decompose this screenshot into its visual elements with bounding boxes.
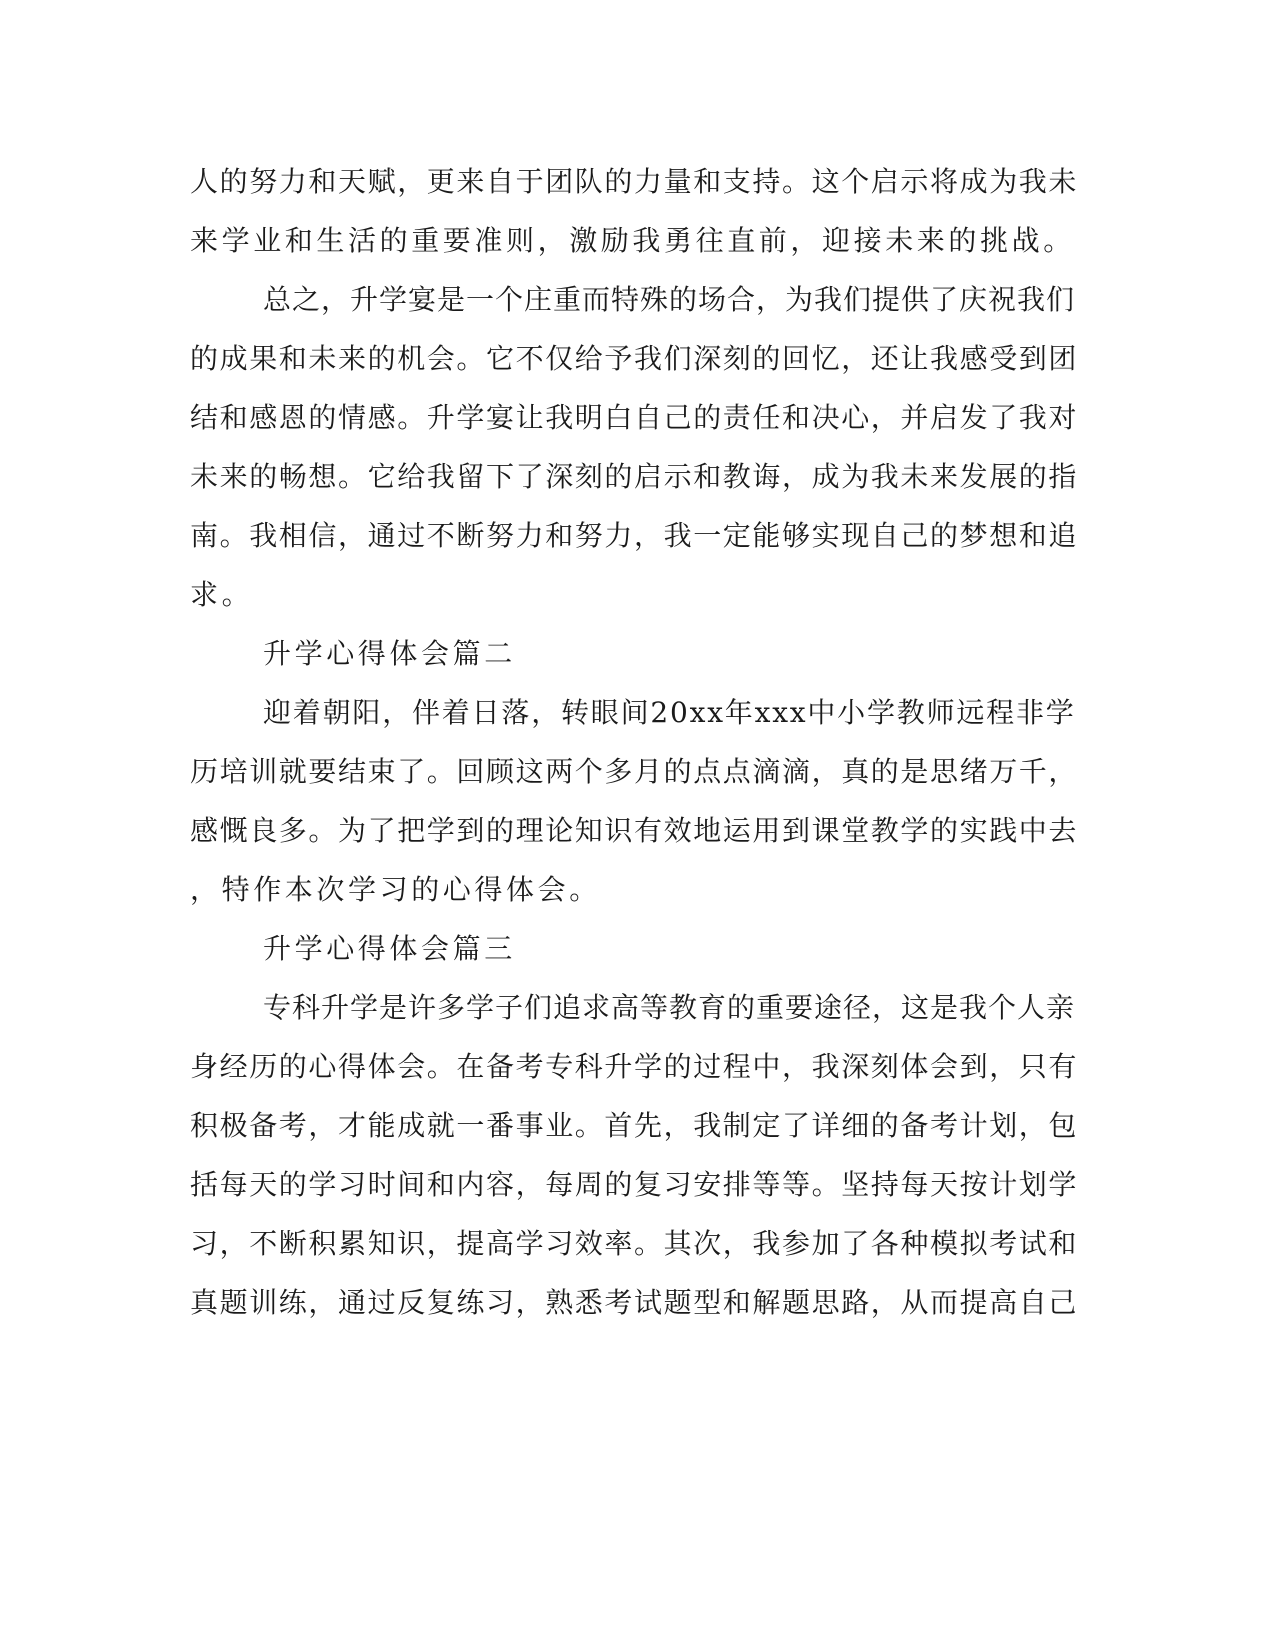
paragraph-first-line: 总之，升学宴是一个庄重而特殊的场合，为我们提供了庆祝我们 xyxy=(263,283,1076,316)
text-line: 未来的畅想。它给我留下了深刻的启示和教诲，成为我未来发展的指 xyxy=(190,460,1079,493)
text-line: 人的努力和天赋，更来自于团队的力量和支持。这个启示将成为我未 xyxy=(190,165,1079,198)
text-line: 积极备考，才能成就一番事业。首先，我制定了详细的备考计划，包 xyxy=(190,1109,1079,1142)
text-line: 历培训就要结束了。回顾这两个多月的点点滴滴，真的是思绪万千， xyxy=(190,755,1079,788)
text-line: 感慨良多。为了把学到的理论知识有效地运用到课堂教学的实践中去 xyxy=(190,814,1079,847)
text-line: 求。 xyxy=(190,578,254,611)
text-line: 结和感恩的情感。升学宴让我明白自己的责任和决心，并启发了我对 xyxy=(190,401,1079,434)
section-heading: 升学心得体会篇二 xyxy=(263,637,516,670)
text-line: 真题训练，通过反复练习，熟悉考试题型和解题思路，从而提高自己 xyxy=(190,1286,1079,1319)
text-line: ，特作本次学习的心得体会。 xyxy=(190,873,601,906)
paragraph-first-line: 专科升学是许多学子们追求高等教育的重要途径，这是我个人亲 xyxy=(263,991,1076,1024)
text-line: 的成果和未来的机会。它不仅给予我们深刻的回忆，还让我感受到团 xyxy=(190,342,1079,375)
text-line: 来学业和生活的重要准则，激励我勇往直前，迎接未来的挑战。 xyxy=(190,224,1075,257)
section-heading: 升学心得体会篇三 xyxy=(263,932,516,965)
text-line: 括每天的学习时间和内容，每周的复习安排等等。坚持每天按计划学 xyxy=(190,1168,1079,1201)
text-line: 习，不断积累知识，提高学习效率。其次，我参加了各种模拟考试和 xyxy=(190,1227,1079,1260)
text-line: 南。我相信，通过不断努力和努力，我一定能够实现自己的梦想和追 xyxy=(190,519,1079,552)
paragraph-first-line: 迎着朝阳，伴着日落，转眼间20xx年xxx中小学教师远程非学 xyxy=(263,696,1076,729)
text-line: 身经历的心得体会。在备考专科升学的过程中，我深刻体会到，只有 xyxy=(190,1050,1079,1083)
